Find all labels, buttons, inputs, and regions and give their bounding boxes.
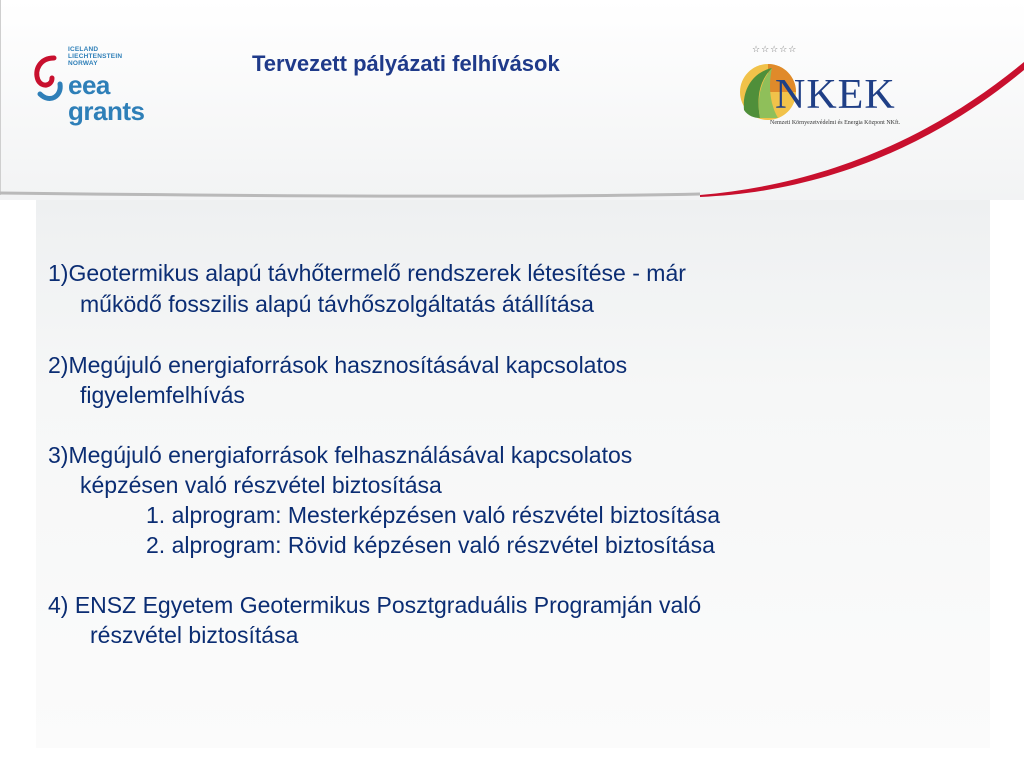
- eea-country-2: LIECHTENSTEIN: [68, 53, 123, 60]
- page-title: Tervezett pályázati felhívások: [252, 51, 560, 76]
- nkek-wordmark: NKEK: [775, 72, 896, 118]
- item-1-line-1: 1)Geotermikus alapú távhőtermelő rendszerek létesítése - már: [48, 260, 686, 286]
- eea-swirl-icon: [30, 50, 66, 110]
- item-2-line-2: figyelemfelhívás: [80, 382, 245, 408]
- nkek-subtitle: Nemzeti Környezetvédelmi és Energia Központ NKft.: [770, 120, 901, 126]
- nkek-stars: ☆☆☆☆☆: [752, 44, 798, 54]
- nkek-logo: [734, 44, 930, 136]
- item-1-line-2: működő fosszilis alapú távhőszolgáltatás átállítása: [80, 291, 594, 317]
- eea-grants-logo: [30, 44, 160, 134]
- item-3-subitem-2: 2. alprogram: Rövid képzésen való részvétel biztosítása: [146, 532, 715, 558]
- eea-word: eea: [68, 70, 110, 100]
- item-2-line-1: 2)Megújuló energiaforrások hasznosításával kapcsolatos: [48, 352, 628, 378]
- item-3-line-2: képzésen való részvétel biztosítása: [80, 472, 442, 498]
- slide-header: [0, 0, 1024, 200]
- item-4-line-2: részvétel biztosítása: [90, 622, 299, 648]
- item-3-line-1: 3)Megújuló energiaforrások felhasználásával kapcsolatos: [48, 442, 633, 468]
- grants-word: grants: [68, 96, 145, 126]
- eea-country-3: NORWAY: [68, 60, 98, 67]
- item-4-line-1: 4) ENSZ Egyetem Geotermikus Posztgraduális Programján való: [48, 592, 702, 618]
- item-3-subitem-1: 1. alprogram: Mesterképzésen való részvétel biztosítása: [146, 502, 720, 528]
- eea-country-1: ICELAND: [68, 46, 99, 53]
